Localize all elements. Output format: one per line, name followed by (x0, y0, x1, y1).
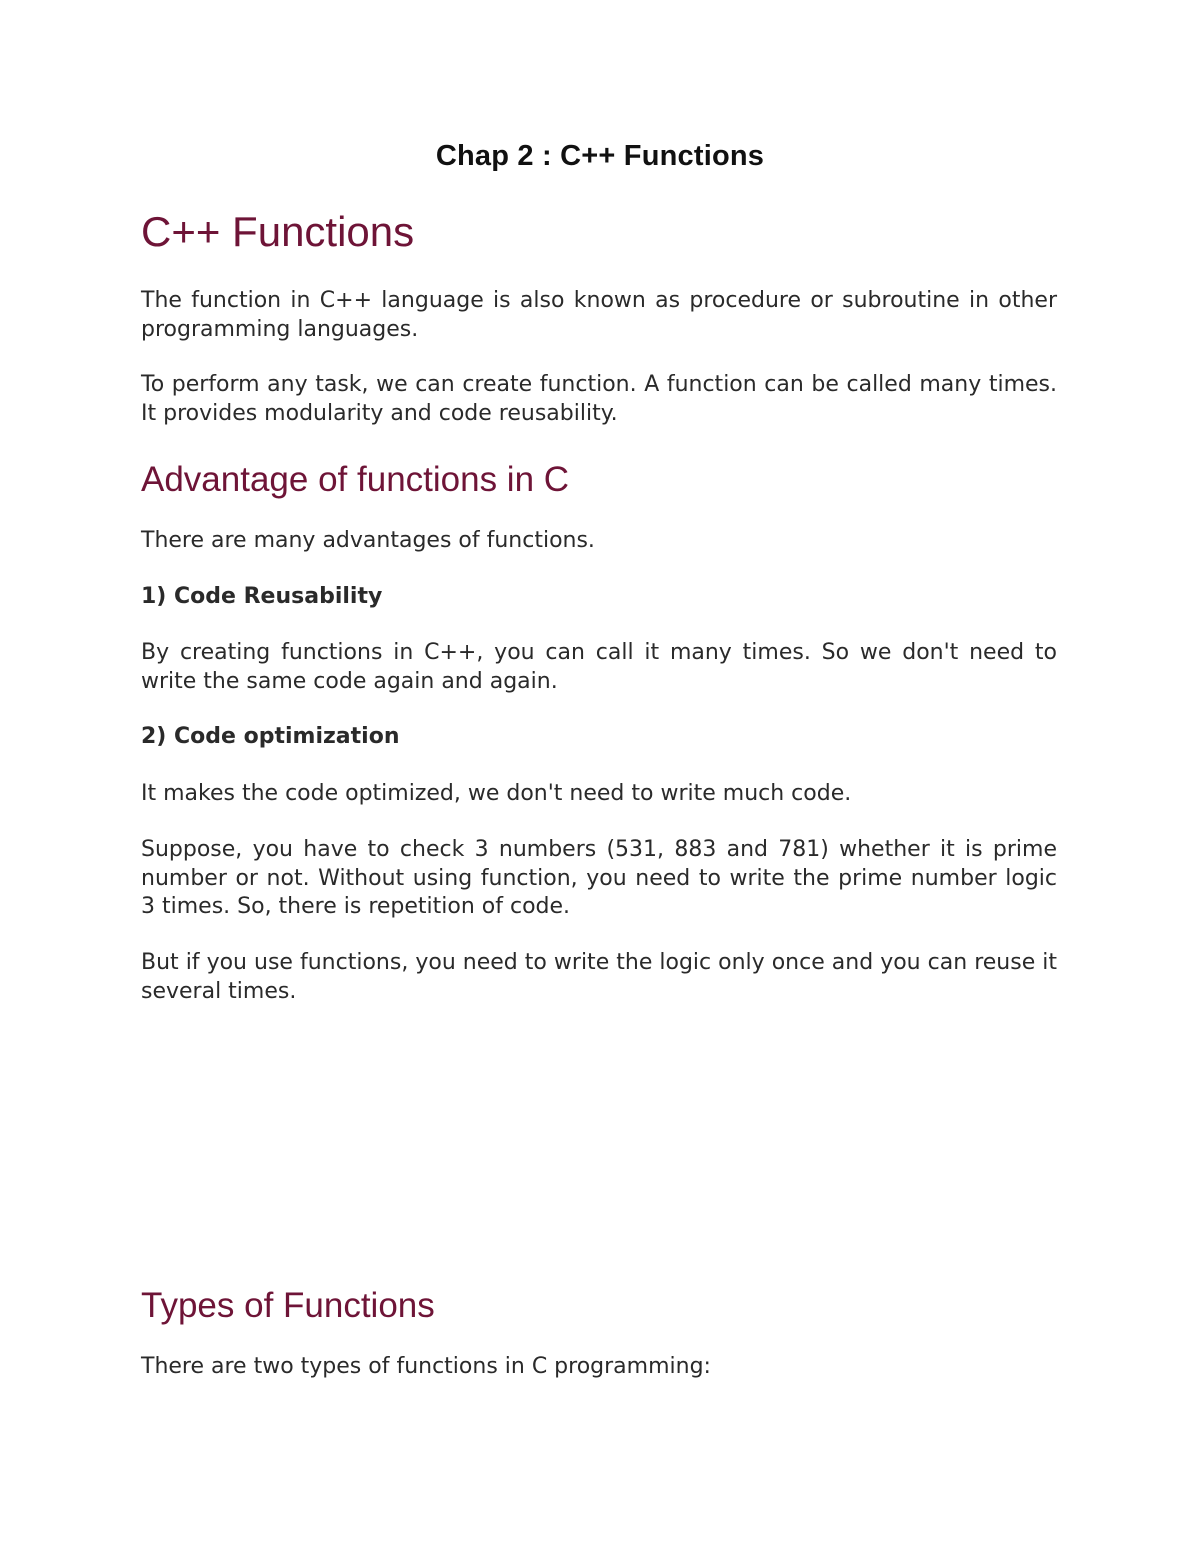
point2-title: 2) Code optimization (141, 724, 400, 749)
point2-text: It makes the code optimized, we don't need to write much code. (141, 781, 852, 806)
section-heading-advantages: Advantage of functions in C (141, 460, 570, 499)
point1-title: 1) Code Reusability (141, 584, 383, 609)
types-intro: There are two types of functions in C programming: (141, 1354, 711, 1379)
chapter-title: Chap 2 : C++ Functions (435, 140, 765, 172)
advantages-intro: There are many advantages of functions. (141, 528, 595, 553)
example-paragraph: Suppose, you have to check 3 numbers (531, 883 and 781) whether it is prime number or not. Without using function, you need to write the prime number logic 3 times. So, there is repetition of code. (141, 837, 1057, 919)
point1-text: By creating functions in C++, you can call it many times. So we don't need to write the same code again and again. (141, 640, 1057, 694)
section-heading-types: Types of Functions (141, 1286, 435, 1325)
conclusion-paragraph: But if you use functions, you need to write the logic only once and you can reuse it several times. (141, 950, 1057, 1004)
intro-paragraph: The function in C++ language is also known as procedure or subroutine in other programming languages. (141, 288, 1057, 342)
section-heading-cpp-functions: C++ Functions (141, 208, 415, 255)
task-paragraph: To perform any task, we can create function. A function can be called many times. It provides modularity and code reusability. (141, 372, 1057, 426)
